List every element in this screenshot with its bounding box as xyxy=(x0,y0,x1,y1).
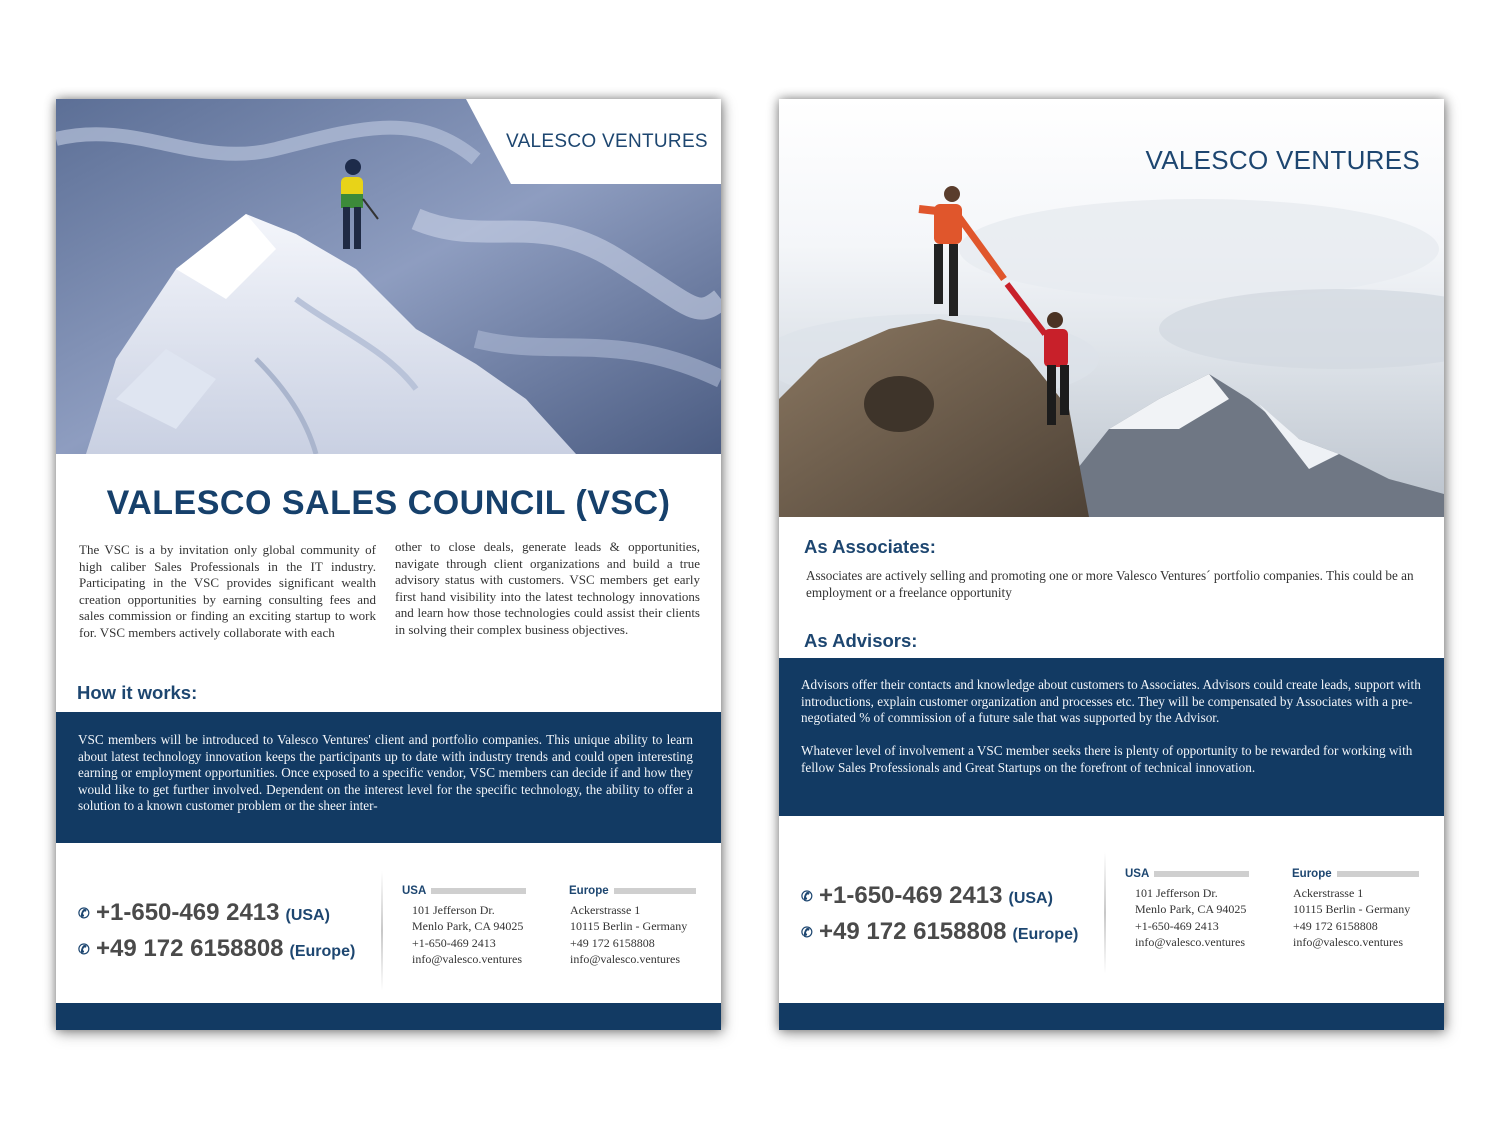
address-europe-city: 10115 Berlin - Germany xyxy=(570,919,688,933)
address-usa-street: 101 Jefferson Dr. xyxy=(412,902,495,917)
address-europe-phone: +49 172 6158808 xyxy=(570,935,655,950)
address-usa-street: 101 Jefferson Dr. xyxy=(1135,885,1218,900)
phone-europe-suffix: (Europe) xyxy=(289,943,356,960)
flyer-page-front xyxy=(56,99,721,1030)
phone-usa-suffix: (USA) xyxy=(285,907,330,924)
phone-icon: ✆ xyxy=(78,941,90,957)
phone-usa-suffix: (USA) xyxy=(1008,890,1053,907)
phone-europe-suffix: (Europe) xyxy=(1012,926,1079,943)
address-usa-phone: +1-650-469 2413 xyxy=(412,935,496,950)
address-europe-city: 10115 Berlin - Germany xyxy=(1293,902,1411,916)
phone-europe xyxy=(78,935,355,963)
label-rule xyxy=(431,888,526,894)
advisors-band xyxy=(779,658,1444,816)
contact-footer xyxy=(56,843,721,1030)
how-it-works-band xyxy=(56,712,721,843)
address-usa-email[interactable]: info@valesco.ventures xyxy=(1135,935,1246,949)
brand-wordmark: VALESCO VENTURES xyxy=(506,131,708,152)
address-usa-email[interactable]: info@valesco.ventures xyxy=(412,952,523,966)
phone-europe xyxy=(801,918,1078,946)
address-europe-phone: +49 172 6158808 xyxy=(1293,918,1378,933)
phone-icon: ✆ xyxy=(801,924,813,940)
intro-column-right: other to close deals, generate leads & opportunities, navigate through client organizations and build a true advisory status with customers. VSC members get early first hand visibility into the latest technology innovations and learn how those technologies could assist their clients in solving their complex business objectives. xyxy=(395,539,700,637)
phone-europe-number: +49 172 6158808 xyxy=(819,918,1007,945)
advisors-heading: As Advisors: xyxy=(804,630,918,651)
address-europe-label: Europe xyxy=(1292,868,1332,880)
bottom-band xyxy=(56,1003,721,1030)
how-it-works-text: VSC members will be introduced to Valesco Ventures' client and portfolio companies. This unique ability to learn about latest technology innovation keeps the participants up to date with industry trends and could open interesting earning or employment opportunities. Once exposed to a specific vendor, VSC members can decide if and how they would like to get further involved. Dependent on the interest level for the specific technology, the ability to offer a solution to a known customer problem or the sheer inter- xyxy=(78,732,693,813)
contact-footer xyxy=(779,816,1444,1030)
address-usa xyxy=(402,883,537,968)
brand-wordmark: VALESCO VENTURES xyxy=(1145,145,1420,175)
phone-europe-number: +49 172 6158808 xyxy=(96,935,284,962)
label-rule xyxy=(614,888,696,894)
address-europe-email[interactable]: info@valesco.ventures xyxy=(570,952,681,966)
label-rule xyxy=(1154,871,1249,877)
flyer-page-back xyxy=(779,99,1444,1030)
phone-icon: ✆ xyxy=(801,888,813,904)
address-europe-email[interactable]: info@valesco.ventures xyxy=(1293,935,1404,949)
how-it-works-heading: How it works: xyxy=(77,682,198,703)
advisors-text: Advisors offer their contacts and knowledge about customers to Associates. Advisors could create leads, support with introductions, explain customer organization and processes etc. They will be compensated by Associates with a pre-negotiated % of commission of a future sale that was supported by the Advisor. xyxy=(801,677,1421,725)
bottom-band xyxy=(779,1003,1444,1030)
hero-photo-climbers xyxy=(779,99,1444,517)
address-usa-label: USA xyxy=(1125,868,1150,880)
phone-usa-number: +1-650-469 2413 xyxy=(96,899,280,926)
page-title: VALESCO SALES COUNCIL (VSC) xyxy=(106,484,671,522)
address-europe xyxy=(1292,866,1432,951)
phone-usa xyxy=(78,899,330,927)
address-usa-label: USA xyxy=(402,885,427,897)
involvement-text: Whatever level of involvement a VSC member seeks there is plenty of opportunity to be rewarded for working with fellow Sales Professionals and Great Startups on the forefront of technical innovation. xyxy=(801,743,1413,775)
phone-usa xyxy=(801,882,1053,910)
associates-text: Associates are actively selling and promoting one or more Valesco Ventures´ portfolio companies. This could be an employment or a freelance opportunity xyxy=(806,568,1414,600)
address-usa xyxy=(1125,866,1260,951)
footer-divider xyxy=(1104,852,1106,974)
hero-photo-mountaineer xyxy=(56,99,721,454)
phone-usa-number: +1-650-469 2413 xyxy=(819,882,1003,909)
address-usa-phone: +1-650-469 2413 xyxy=(1135,918,1219,933)
address-europe-street: Ackerstrasse 1 xyxy=(1293,885,1364,900)
address-usa-city: Menlo Park, CA 94025 xyxy=(412,919,524,933)
footer-divider xyxy=(381,871,383,991)
address-usa-city: Menlo Park, CA 94025 xyxy=(1135,902,1247,916)
associates-heading: As Associates: xyxy=(804,536,936,557)
label-rule xyxy=(1337,871,1419,877)
address-europe-street: Ackerstrasse 1 xyxy=(570,902,641,917)
intro-column-left: The VSC is a by invitation only global community of high caliber Sales Professionals in the IT industry. Participating in the VSC provides significant wealth creation opportunities by earning consulting fees and sales commission or finding an exciting startup to work for. VSC members actively collaborate with each xyxy=(79,542,376,640)
address-europe-label: Europe xyxy=(569,885,609,897)
phone-icon: ✆ xyxy=(78,905,90,921)
address-europe xyxy=(569,883,709,968)
